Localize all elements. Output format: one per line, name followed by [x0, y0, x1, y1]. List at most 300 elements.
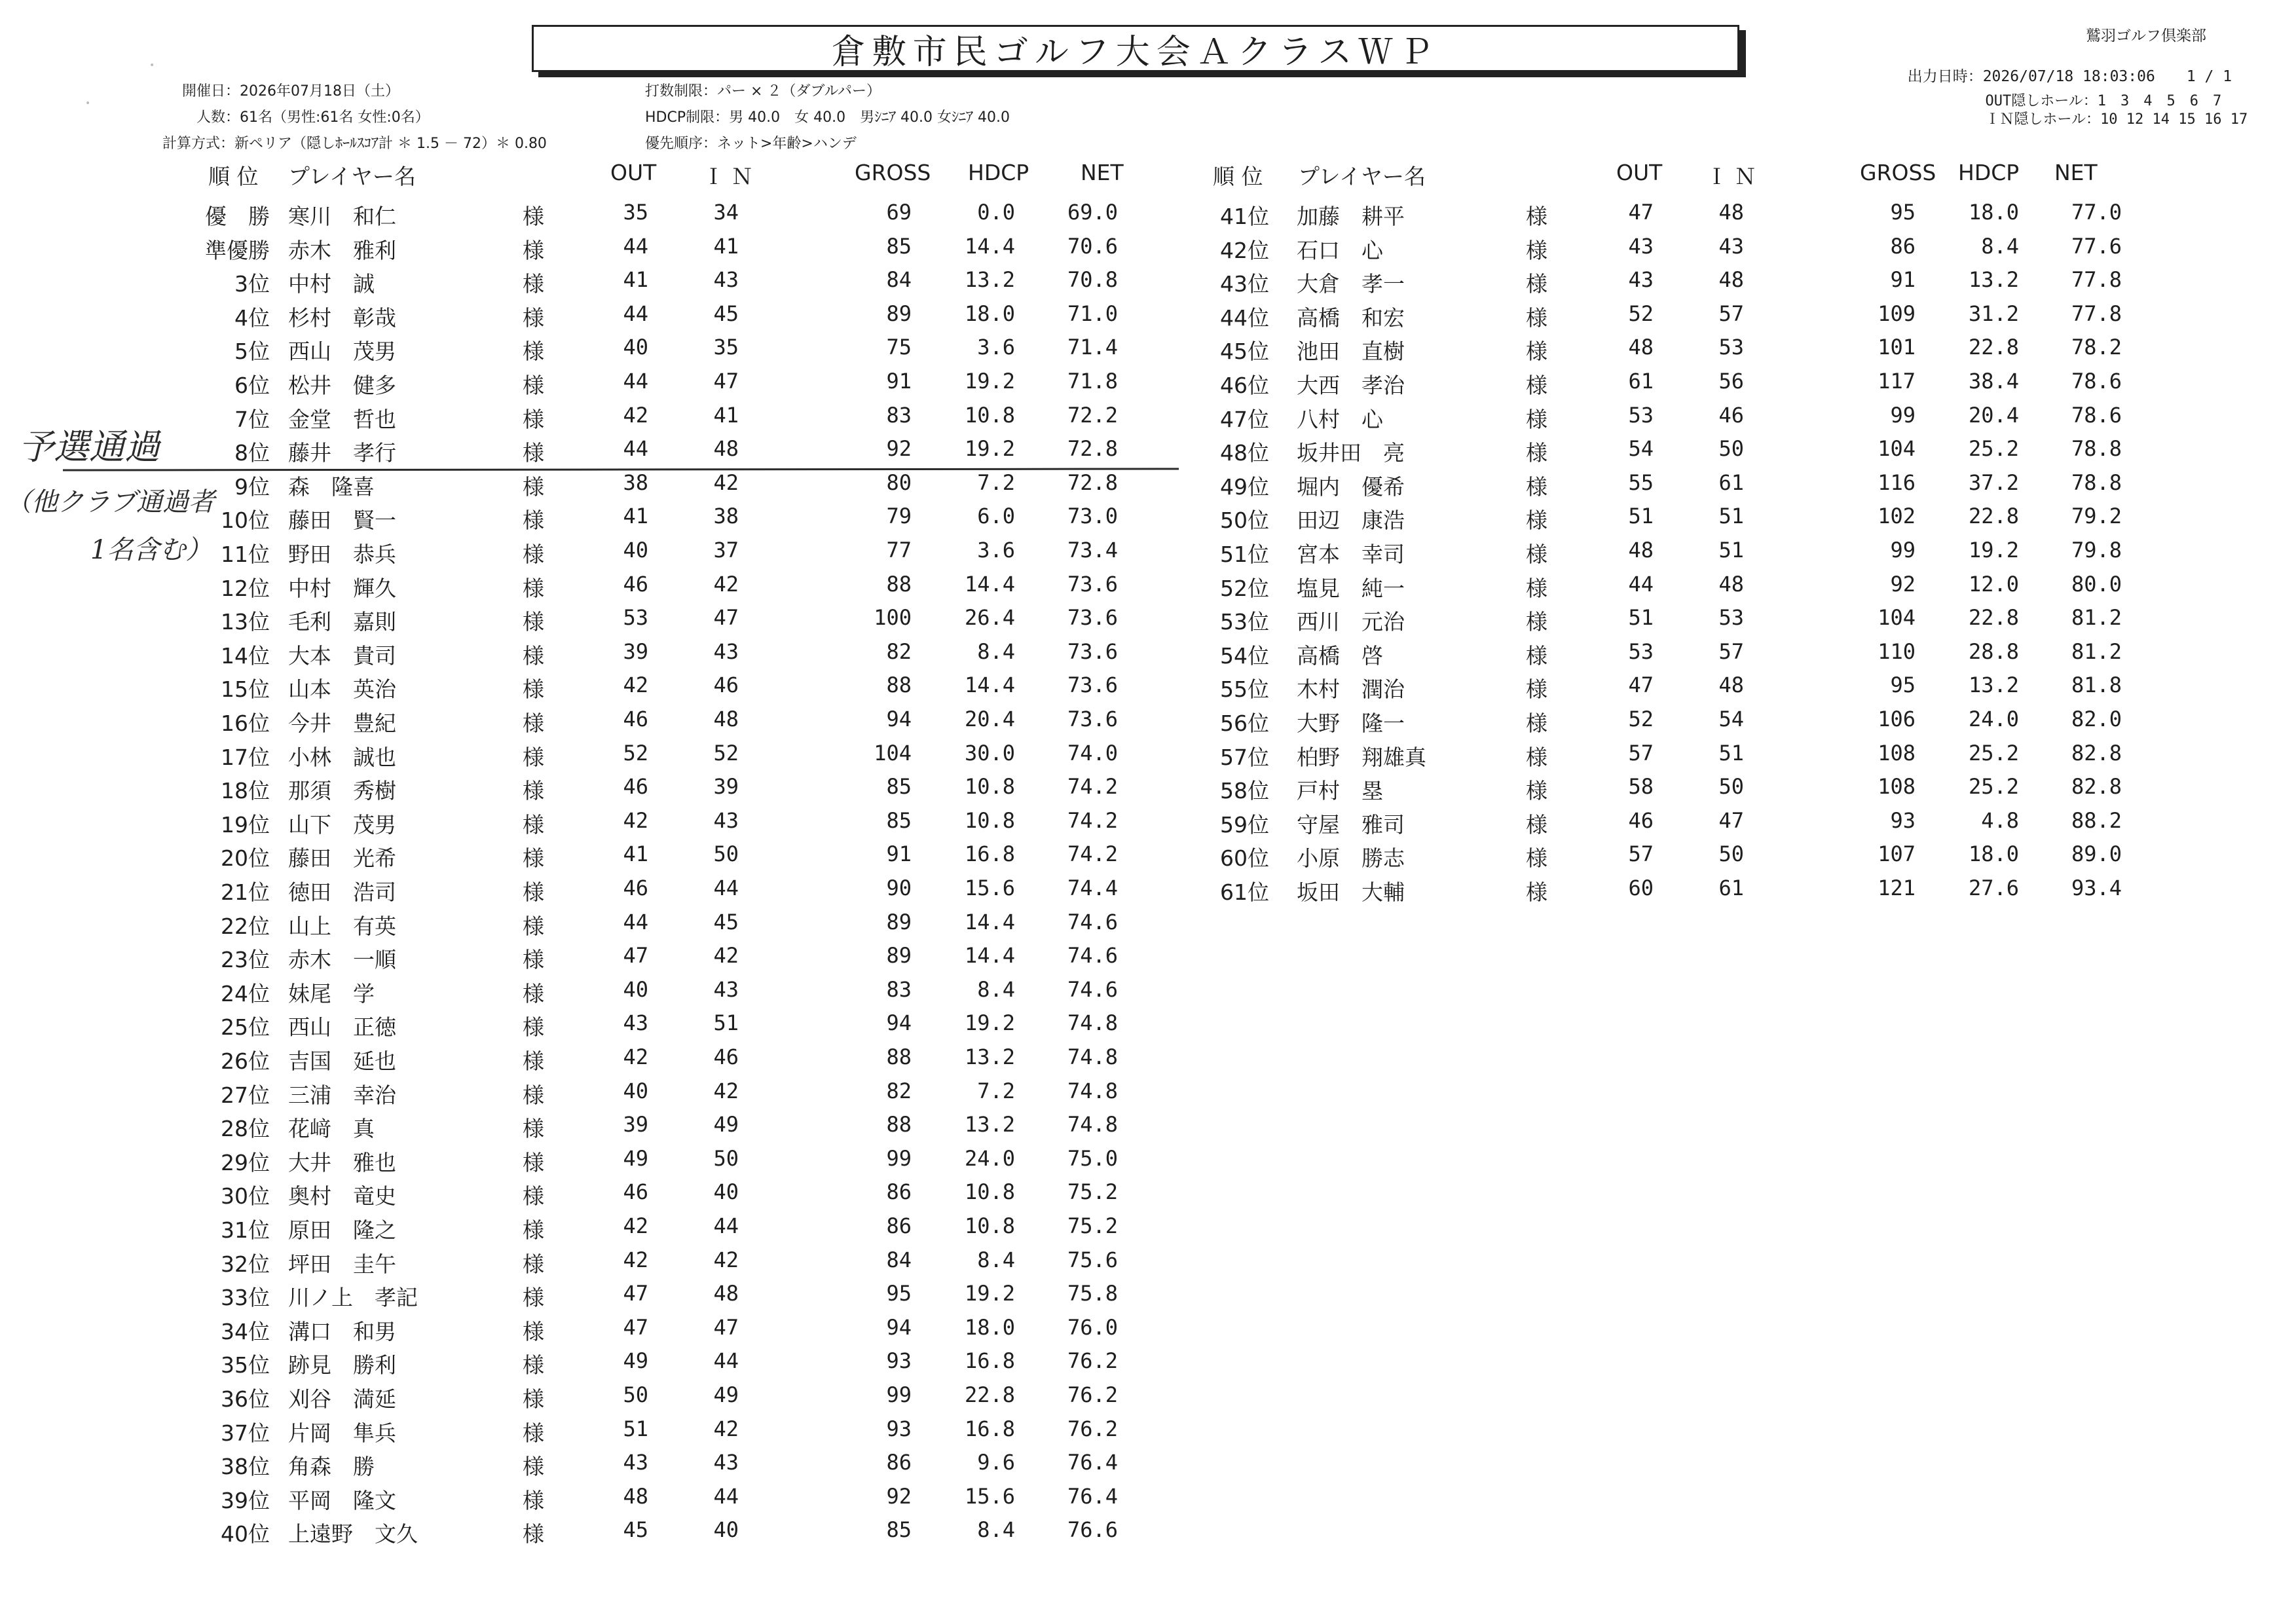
player-name: 刈谷 満延	[288, 1386, 396, 1412]
score-hdcp: 14.4	[964, 943, 1015, 968]
score-gross: 104	[1878, 605, 1916, 630]
player-name: 大井 雅也	[288, 1150, 396, 1175]
rank-cell: 26位	[221, 1048, 270, 1074]
player-name: 原田 隆之	[288, 1217, 396, 1243]
score-out: 47	[1628, 673, 1654, 697]
score-hdcp: 13.2	[1968, 673, 2019, 697]
score-out: 39	[623, 639, 648, 664]
score-out: 38	[623, 470, 648, 495]
player-name: 藤田 光希	[288, 845, 396, 871]
score-net: 74.2	[1067, 808, 1118, 833]
col-rank-header-2: 順 位	[1213, 164, 1263, 189]
score-hdcp: 10.8	[964, 403, 1015, 428]
score-out: 42	[623, 1213, 648, 1238]
honorific: 様	[1526, 305, 1547, 331]
score-gross: 92	[886, 1484, 912, 1509]
honorific: 様	[1526, 643, 1547, 669]
annotation-including: 1名含む）	[90, 535, 212, 565]
score-hdcp: 0.0	[977, 200, 1015, 225]
score-in: 51	[713, 1010, 739, 1035]
rank-cell: 33位	[221, 1285, 270, 1310]
score-net: 73.6	[1067, 707, 1118, 731]
score-out: 52	[623, 741, 648, 766]
rank-cell: 38位	[221, 1454, 270, 1479]
rank-cell: 28位	[221, 1116, 270, 1141]
score-gross: 104	[874, 741, 912, 766]
rank-cell: 14位	[221, 643, 270, 669]
rank-cell: 48位	[1220, 440, 1269, 466]
score-out: 47	[1628, 200, 1654, 225]
honorific: 様	[1526, 339, 1547, 364]
rank-cell: 23位	[221, 947, 270, 972]
score-hdcp: 20.4	[1968, 403, 2019, 428]
col-gross-header: GROSS	[855, 160, 931, 185]
score-gross: 92	[1890, 572, 1916, 597]
honorific: 様	[523, 407, 544, 432]
score-net: 74.8	[1067, 1044, 1118, 1069]
score-net: 82.8	[2071, 774, 2122, 799]
score-in: 42	[713, 1247, 739, 1272]
player-name: 戸村 塁	[1297, 778, 1383, 803]
player-name: 高橋 和宏	[1297, 305, 1405, 331]
score-hdcp: 19.2	[964, 1010, 1015, 1035]
score-net: 73.6	[1067, 572, 1118, 597]
score-net: 79.8	[2071, 538, 2122, 563]
honorific: 様	[523, 1386, 544, 1412]
rank-cell: 31位	[221, 1217, 270, 1243]
score-hdcp: 22.8	[1968, 504, 2019, 528]
score-hdcp: 14.4	[964, 910, 1015, 934]
honorific: 様	[523, 1116, 544, 1141]
score-in: 50	[713, 1146, 739, 1171]
score-hdcp: 8.4	[977, 977, 1015, 1002]
score-net: 74.2	[1067, 841, 1118, 866]
col-rank-header: 順 位	[208, 164, 259, 189]
player-name: 大西 孝治	[1297, 373, 1405, 398]
honorific: 様	[523, 542, 544, 567]
rank-cell: 45位	[1220, 339, 1269, 364]
honorific: 様	[523, 1251, 544, 1277]
score-gross: 77	[886, 538, 912, 563]
score-gross: 86	[886, 1213, 912, 1238]
score-hdcp: 19.2	[964, 1281, 1015, 1306]
player-name: 片岡 隼兵	[288, 1420, 396, 1446]
score-gross: 116	[1878, 470, 1916, 495]
score-gross: 88	[886, 673, 912, 697]
score-gross: 85	[886, 774, 912, 799]
score-net: 74.4	[1067, 876, 1118, 900]
in-hidden-label: ＩＮ隠しホール：	[1985, 111, 2101, 128]
score-gross: 106	[1878, 707, 1916, 731]
player-name: 平岡 隆文	[288, 1488, 396, 1513]
score-out: 45	[623, 1517, 648, 1542]
score-gross: 85	[886, 234, 912, 259]
score-gross: 93	[886, 1348, 912, 1373]
honorific: 様	[523, 507, 544, 533]
player-name: 妹尾 学	[288, 981, 375, 1006]
score-in: 49	[713, 1382, 739, 1407]
player-name: 石口 心	[1297, 238, 1383, 263]
rank-cell: 60位	[1220, 845, 1269, 871]
score-in: 44	[713, 1348, 739, 1373]
score-gross: 95	[886, 1281, 912, 1306]
score-in: 48	[713, 1281, 739, 1306]
player-name: 高橋 啓	[1297, 643, 1383, 669]
score-in: 54	[1718, 707, 1744, 731]
score-out: 43	[1628, 234, 1654, 259]
score-in: 42	[713, 943, 739, 968]
score-in: 47	[1718, 808, 1744, 833]
score-net: 72.8	[1067, 436, 1118, 461]
player-name: 松井 健多	[288, 373, 396, 398]
score-out: 41	[623, 504, 648, 528]
score-gross: 89	[886, 301, 912, 326]
score-out: 60	[1628, 876, 1654, 900]
honorific: 様	[523, 1319, 544, 1344]
output-value: 2026/07/18 18:03:06	[1982, 68, 2155, 85]
honorific: 様	[523, 643, 544, 669]
score-out: 52	[1628, 301, 1654, 326]
rank-cell: 19位	[221, 812, 270, 838]
rank-cell: 44位	[1220, 305, 1269, 331]
honorific: 様	[1526, 745, 1547, 770]
honorific: 様	[1526, 812, 1547, 838]
score-in: 45	[713, 301, 739, 326]
score-net: 74.6	[1067, 943, 1118, 968]
rank-cell: 43位	[1220, 271, 1269, 297]
score-gross: 69	[886, 200, 912, 225]
score-hdcp: 9.6	[977, 1450, 1015, 1475]
score-net: 76.6	[1067, 1517, 1118, 1542]
player-name: 野田 恭兵	[288, 542, 396, 567]
rank-cell: 51位	[1220, 542, 1269, 567]
score-gross: 84	[886, 267, 912, 292]
rank-cell: 61位	[1220, 879, 1269, 905]
score-gross: 107	[1878, 841, 1916, 866]
score-in: 46	[713, 673, 739, 697]
player-name: 毛利 嘉則	[288, 609, 396, 635]
score-in: 43	[713, 1450, 739, 1475]
rank-cell: 22位	[221, 913, 270, 939]
player-name: 三浦 幸治	[288, 1082, 396, 1108]
score-hdcp: 13.2	[964, 1112, 1015, 1137]
score-in: 49	[713, 1112, 739, 1137]
score-out: 47	[623, 1315, 648, 1340]
rank-cell: 9位	[234, 474, 270, 500]
participant-count: 人数：61名（男性:61名 女性:0名）	[196, 109, 430, 126]
score-in: 46	[1718, 403, 1744, 428]
score-out: 40	[623, 335, 648, 360]
score-in: 37	[713, 538, 739, 563]
score-gross: 95	[1890, 673, 1916, 697]
score-in: 43	[713, 977, 739, 1002]
score-net: 71.8	[1067, 369, 1118, 394]
score-net: 76.0	[1067, 1315, 1118, 1340]
honorific: 様	[523, 1183, 544, 1209]
score-hdcp: 20.4	[964, 707, 1015, 731]
honorific: 様	[1526, 271, 1547, 297]
honorific: 様	[523, 1150, 544, 1175]
player-name: 守屋 雅司	[1297, 812, 1405, 838]
score-net: 76.4	[1067, 1484, 1118, 1509]
hdcp-limit: HDCP制限：男 40.0 女 40.0 男ｼﾆｱ 40.0 女ｼﾆｱ 40.0	[645, 109, 1010, 126]
score-hdcp: 16.8	[964, 1348, 1015, 1373]
player-name: 柏野 翔雄真	[1297, 745, 1426, 770]
score-hdcp: 25.2	[1968, 774, 2019, 799]
score-out: 51	[1628, 605, 1654, 630]
player-name: 塩見 純一	[1297, 576, 1405, 601]
score-out: 41	[623, 267, 648, 292]
score-gross: 121	[1878, 876, 1916, 900]
score-net: 77.6	[2071, 234, 2122, 259]
score-net: 73.0	[1067, 504, 1118, 528]
score-net: 74.8	[1067, 1112, 1118, 1137]
player-name: 大野 隆一	[1297, 710, 1405, 736]
honorific: 様	[523, 576, 544, 601]
score-out: 43	[623, 1450, 648, 1475]
rank-cell: 25位	[221, 1014, 270, 1040]
score-gross: 88	[886, 1044, 912, 1069]
player-name: 奥村 竜史	[288, 1183, 396, 1209]
score-hdcp: 24.0	[1968, 707, 2019, 731]
score-in: 42	[713, 1079, 739, 1103]
score-hdcp: 8.4	[977, 639, 1015, 664]
col-out-header: OUT	[610, 160, 657, 185]
rank-cell: 49位	[1220, 474, 1269, 500]
score-net: 88.2	[2071, 808, 2122, 833]
rank-cell: 32位	[221, 1251, 270, 1277]
score-hdcp: 13.2	[1968, 267, 2019, 292]
honorific: 様	[523, 778, 544, 803]
score-hdcp: 38.4	[1968, 369, 2019, 394]
score-gross: 104	[1878, 436, 1916, 461]
score-in: 47	[713, 605, 739, 630]
score-hdcp: 14.4	[964, 234, 1015, 259]
col-hdcp-header: HDCP	[968, 160, 1029, 185]
rank-cell: 15位	[221, 676, 270, 702]
score-gross: 91	[1890, 267, 1916, 292]
score-hdcp: 13.2	[964, 267, 1015, 292]
score-in: 45	[713, 910, 739, 934]
honorific: 様	[1526, 676, 1547, 702]
annotation-other-club: （他クラブ通過者	[5, 487, 215, 517]
score-net: 73.6	[1067, 605, 1118, 630]
player-name: 跡見 勝利	[288, 1352, 396, 1378]
score-gross: 88	[886, 572, 912, 597]
score-out: 42	[623, 1044, 648, 1069]
score-gross: 91	[886, 369, 912, 394]
score-out: 46	[623, 1179, 648, 1204]
score-hdcp: 22.8	[1968, 605, 2019, 630]
score-gross: 83	[886, 977, 912, 1002]
score-out: 57	[1628, 841, 1654, 866]
score-gross: 94	[886, 1010, 912, 1035]
score-gross: 101	[1878, 335, 1916, 360]
score-in: 46	[713, 1044, 739, 1069]
score-gross: 86	[1890, 234, 1916, 259]
player-name: 木村 潤治	[1297, 676, 1405, 702]
rank-cell: 11位	[221, 542, 270, 567]
rank-cell: 57位	[1220, 745, 1269, 770]
score-out: 48	[623, 1484, 648, 1509]
score-in: 35	[713, 335, 739, 360]
honorific: 様	[523, 947, 544, 972]
score-in: 50	[1718, 841, 1744, 866]
score-gross: 93	[886, 1416, 912, 1441]
score-in: 40	[713, 1179, 739, 1204]
score-out: 42	[623, 1247, 648, 1272]
honorific: 様	[1526, 542, 1547, 567]
rank-cell: 34位	[221, 1319, 270, 1344]
rank-cell: 40位	[221, 1521, 270, 1547]
player-name: 中村 輝久	[288, 576, 396, 601]
honorific: 様	[523, 1521, 544, 1547]
score-in: 48	[1718, 572, 1744, 597]
rank-cell: 35位	[221, 1352, 270, 1378]
honorific: 様	[523, 913, 544, 939]
score-net: 89.0	[2071, 841, 2122, 866]
score-in: 48	[713, 436, 739, 461]
score-hdcp: 6.0	[977, 504, 1015, 528]
honorific: 様	[523, 1217, 544, 1243]
honorific: 様	[523, 339, 544, 364]
player-name: 藤井 孝行	[288, 440, 396, 466]
honorific: 様	[523, 845, 544, 871]
score-net: 75.6	[1067, 1247, 1118, 1272]
score-in: 53	[1718, 605, 1744, 630]
honorific: 様	[523, 373, 544, 398]
score-hdcp: 14.4	[964, 572, 1015, 597]
player-name: 赤木 雅利	[288, 238, 396, 263]
score-out: 40	[623, 1079, 648, 1103]
player-name: 藤田 賢一	[288, 507, 396, 533]
rank-cell: 36位	[221, 1386, 270, 1412]
score-out: 40	[623, 977, 648, 1002]
score-out: 55	[1628, 470, 1654, 495]
honorific: 様	[523, 204, 544, 229]
score-hdcp: 19.2	[1968, 538, 2019, 563]
score-net: 74.8	[1067, 1079, 1118, 1103]
honorific: 様	[523, 710, 544, 736]
score-net: 69.0	[1067, 200, 1118, 225]
rank-cell: 4位	[234, 305, 270, 331]
rank-cell: 37位	[221, 1420, 270, 1446]
score-hdcp: 19.2	[964, 369, 1015, 394]
col-net-header: NET	[1081, 160, 1124, 185]
score-hdcp: 7.2	[977, 1079, 1015, 1103]
score-net: 77.0	[2071, 200, 2122, 225]
score-out: 51	[623, 1416, 648, 1441]
honorific: 様	[1526, 845, 1547, 871]
score-net: 93.4	[2071, 876, 2122, 900]
honorific: 様	[1526, 373, 1547, 398]
honorific: 様	[523, 271, 544, 297]
score-in: 43	[713, 267, 739, 292]
score-in: 43	[1718, 234, 1744, 259]
score-in: 41	[713, 234, 739, 259]
score-gross: 94	[886, 707, 912, 731]
rank-cell: 56位	[1220, 710, 1269, 736]
score-in: 38	[713, 504, 739, 528]
score-gross: 99	[886, 1382, 912, 1407]
player-name: 那須 秀樹	[288, 778, 396, 803]
score-in: 50	[713, 841, 739, 866]
score-out: 53	[623, 605, 648, 630]
score-net: 80.0	[2071, 572, 2122, 597]
honorific: 様	[1526, 440, 1547, 466]
score-net: 77.8	[2071, 301, 2122, 326]
player-name: 杉村 彰哉	[288, 305, 396, 331]
col-player-header: プレイヤー名	[288, 164, 417, 189]
score-net: 78.6	[2071, 403, 2122, 428]
honorific: 様	[1526, 474, 1547, 500]
honorific: 様	[1526, 710, 1547, 736]
honorific: 様	[1526, 879, 1547, 905]
score-hdcp: 18.0	[964, 301, 1015, 326]
score-hdcp: 37.2	[1968, 470, 2019, 495]
score-net: 78.2	[2071, 335, 2122, 360]
score-in: 34	[713, 200, 739, 225]
score-in: 56	[1718, 369, 1744, 394]
priority-order: 優先順序：ネット>年齢>ハンデ	[645, 136, 857, 152]
score-hdcp: 27.6	[1968, 876, 2019, 900]
score-in: 50	[1718, 774, 1744, 799]
honorific: 様	[523, 1048, 544, 1074]
score-hdcp: 30.0	[964, 741, 1015, 766]
score-net: 76.2	[1067, 1382, 1118, 1407]
score-hdcp: 15.6	[964, 1484, 1015, 1509]
event-date: 開催日：2026年07月18日（土）	[182, 83, 399, 100]
score-in: 51	[1718, 538, 1744, 563]
rank-cell: 20位	[221, 845, 270, 871]
annotation-qualified: 予選通過	[18, 426, 160, 468]
score-out: 54	[1628, 436, 1654, 461]
score-hdcp: 10.8	[964, 808, 1015, 833]
score-hdcp: 8.4	[977, 1517, 1015, 1542]
score-hdcp: 18.0	[1968, 200, 2019, 225]
score-gross: 83	[886, 403, 912, 428]
honorific: 様	[1526, 576, 1547, 601]
rank-cell: 16位	[221, 710, 270, 736]
score-hdcp: 10.8	[964, 1213, 1015, 1238]
score-net: 82.8	[2071, 741, 2122, 766]
rank-cell: 55位	[1220, 676, 1269, 702]
honorific: 様	[523, 1352, 544, 1378]
score-in: 48	[1718, 673, 1744, 697]
score-gross: 108	[1878, 741, 1916, 766]
score-out: 35	[623, 200, 648, 225]
in-hidden-values: 10 12 14 15 16 17	[2100, 111, 2248, 128]
score-hdcp: 31.2	[1968, 301, 2019, 326]
score-hdcp: 25.2	[1968, 436, 2019, 461]
rank-cell: 27位	[221, 1082, 270, 1108]
player-name: 今井 豊紀	[288, 710, 396, 736]
calc-method: 計算方式：新ペリア（隠しﾎｰﾙｽｺｱ計 ＊ 1.5 － 72）＊ 0.80	[162, 136, 547, 152]
player-name: 山上 有英	[288, 913, 396, 939]
rank-cell: 12位	[221, 576, 270, 601]
col-in-header-2: Ｉ Ｎ	[1706, 164, 1756, 189]
score-gross: 86	[886, 1450, 912, 1475]
score-hdcp: 15.6	[964, 876, 1015, 900]
score-in: 43	[713, 808, 739, 833]
score-out: 46	[623, 774, 648, 799]
score-net: 75.2	[1067, 1179, 1118, 1204]
honorific: 様	[523, 305, 544, 331]
score-net: 76.4	[1067, 1450, 1118, 1475]
rank-cell: 10位	[221, 507, 270, 533]
honorific: 様	[523, 474, 544, 500]
score-net: 71.0	[1067, 301, 1118, 326]
